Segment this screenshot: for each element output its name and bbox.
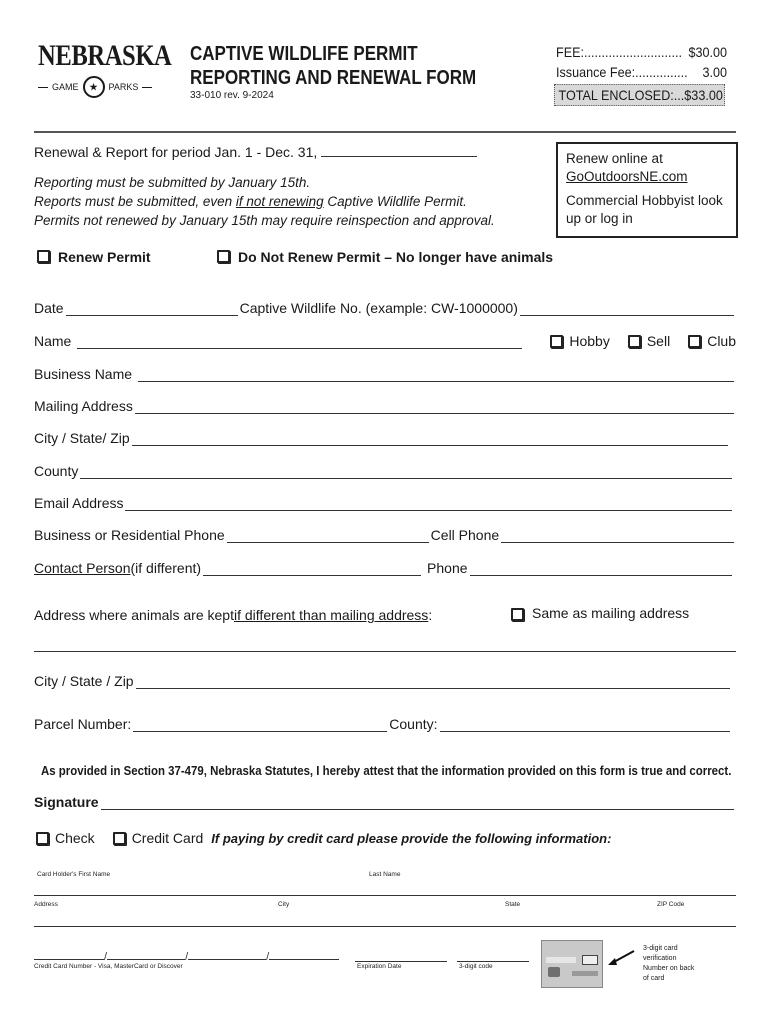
animals-address-row: Address where animals are kept if different than mailing address :: [34, 607, 433, 623]
nebraska-game-parks-logo: [38, 40, 178, 102]
expiration-field[interactable]: [355, 961, 447, 962]
credit-card-instruction: If paying by credit card please provide the following information:: [211, 830, 612, 846]
header-divider: [34, 131, 736, 133]
phone-row: Business or Residential Phone Cell Phone: [34, 527, 736, 543]
county-row: County: [34, 463, 734, 479]
reporting-notice: Reporting must be submitted by January 15th. Reports must be submitted, even if not renewing Captive Wildlife Permit. Permits not renewed by January 15th may require reinspection and approval.: [34, 175, 495, 228]
card-name-field[interactable]: [34, 895, 736, 896]
report-period: Renewal & Report for period Jan. 1 - Dec. 31,: [34, 144, 477, 160]
hobby-option[interactable]: Hobby: [550, 333, 609, 349]
hobby-checkbox[interactable]: [550, 335, 563, 348]
city-state-zip-field[interactable]: [132, 434, 728, 446]
business-name-row: Business Name: [34, 366, 736, 382]
renew-online-link[interactable]: GoOutdoorsNE.com: [566, 169, 688, 184]
club-option[interactable]: Club: [688, 333, 736, 349]
credit-card-option[interactable]: Credit Card: [113, 830, 204, 846]
check-checkbox[interactable]: [36, 832, 49, 845]
name-field[interactable]: [77, 337, 522, 349]
card-number-label: Credit Card Number - Visa, MasterCard or Discover: [34, 963, 183, 970]
last-name-label: Last Name: [369, 871, 401, 878]
same-as-mailing-checkbox[interactable]: [511, 608, 524, 621]
sell-checkbox[interactable]: [628, 335, 641, 348]
renew-permit-checkbox[interactable]: [37, 250, 50, 263]
same-as-mailing-option[interactable]: Same as mailing address: [511, 605, 689, 621]
parcel-number-field[interactable]: [133, 720, 387, 732]
cell-phone-field[interactable]: [501, 531, 734, 543]
mailing-address-field[interactable]: [135, 402, 734, 414]
do-not-renew-checkbox[interactable]: [217, 250, 230, 263]
payment-row: [34, 830, 611, 846]
county-2-field[interactable]: [440, 720, 730, 732]
first-name-label: Card Holder's First Name: [37, 871, 111, 878]
contact-person-row: Contact Person (if different) Phone: [34, 560, 734, 576]
card-address-label: Address: [34, 901, 58, 908]
card-zip-label: ZIP Code: [657, 901, 685, 908]
cw-number-field[interactable]: [520, 304, 734, 316]
sell-option[interactable]: Sell: [628, 333, 670, 349]
check-option[interactable]: Check: [36, 830, 95, 846]
parcel-row: Parcel Number: County:: [34, 716, 732, 732]
cvv-label: 3-digit code: [459, 963, 493, 970]
signature-field[interactable]: [101, 798, 734, 810]
animals-address-field[interactable]: [34, 651, 736, 652]
contact-person-field[interactable]: [203, 564, 421, 576]
card-city-label: City: [278, 901, 290, 908]
card-address-field[interactable]: [34, 926, 736, 927]
total-enclosed-row: TOTAL ENCLOSED:... $33.00: [554, 84, 725, 106]
city-state-zip-2-field[interactable]: [136, 677, 730, 689]
club-checkbox[interactable]: [688, 335, 701, 348]
renew-online-box: Renew online at GoOutdoorsNE.com Commercial Hobbyist look up or log in: [556, 142, 738, 238]
city-state-zip-2-row: City / State / Zip: [34, 673, 732, 689]
county-field[interactable]: [80, 467, 732, 479]
expiration-label: Expiration Date: [357, 963, 402, 970]
date-cw-row: Date Captive Wildlife No. (example: CW-1000000): [34, 300, 736, 316]
attestation-text: As provided in Section 37-479, Nebraska Statutes, I hereby attest that the information provided on this form is true and correct.: [41, 763, 732, 778]
form-title: CAPTIVE WILDLIFE PERMIT REPORTING AND RENEWAL FORM: [190, 43, 477, 89]
mailing-address-row: Mailing Address: [34, 398, 736, 414]
renew-permit-option[interactable]: Renew Permit: [37, 249, 151, 265]
issuance-fee-row: Issuance Fee:............... 3.00: [556, 64, 727, 80]
fee-summary: [556, 42, 736, 106]
name-row: Name Hobby Sell Club: [34, 333, 736, 349]
credit-card-checkbox[interactable]: [113, 832, 126, 845]
arrow-icon: [606, 948, 636, 968]
fee-row: FEE:............................ $30.00: [556, 44, 727, 60]
business-name-field[interactable]: [138, 370, 734, 382]
email-field[interactable]: [125, 499, 732, 511]
date-field[interactable]: [66, 304, 238, 316]
contact-phone-field[interactable]: [470, 564, 732, 576]
logo-name: NEBRASKA: [38, 39, 172, 72]
form-number: 33-010 rev. 9-2024: [190, 90, 274, 101]
logo-badge-icon: ★: [83, 76, 105, 98]
logo-parks: PARKS: [108, 82, 139, 92]
cvv-note: 3-digit card verification Number on back of card: [643, 945, 695, 982]
year-field[interactable]: [321, 145, 477, 157]
city-state-zip-row: City / State/ Zip: [34, 430, 730, 446]
signature-row: Signature: [34, 794, 736, 810]
cvv-field[interactable]: [457, 961, 529, 962]
do-not-renew-option[interactable]: Do Not Renew Permit – No longer have animals: [217, 249, 553, 265]
logo-game: GAME: [52, 82, 79, 92]
card-back-image: [541, 940, 603, 988]
phone-field[interactable]: [227, 531, 429, 543]
card-state-label: State: [505, 901, 521, 908]
email-row: Email Address: [34, 495, 734, 511]
card-number-field[interactable]: / / /: [34, 951, 336, 963]
